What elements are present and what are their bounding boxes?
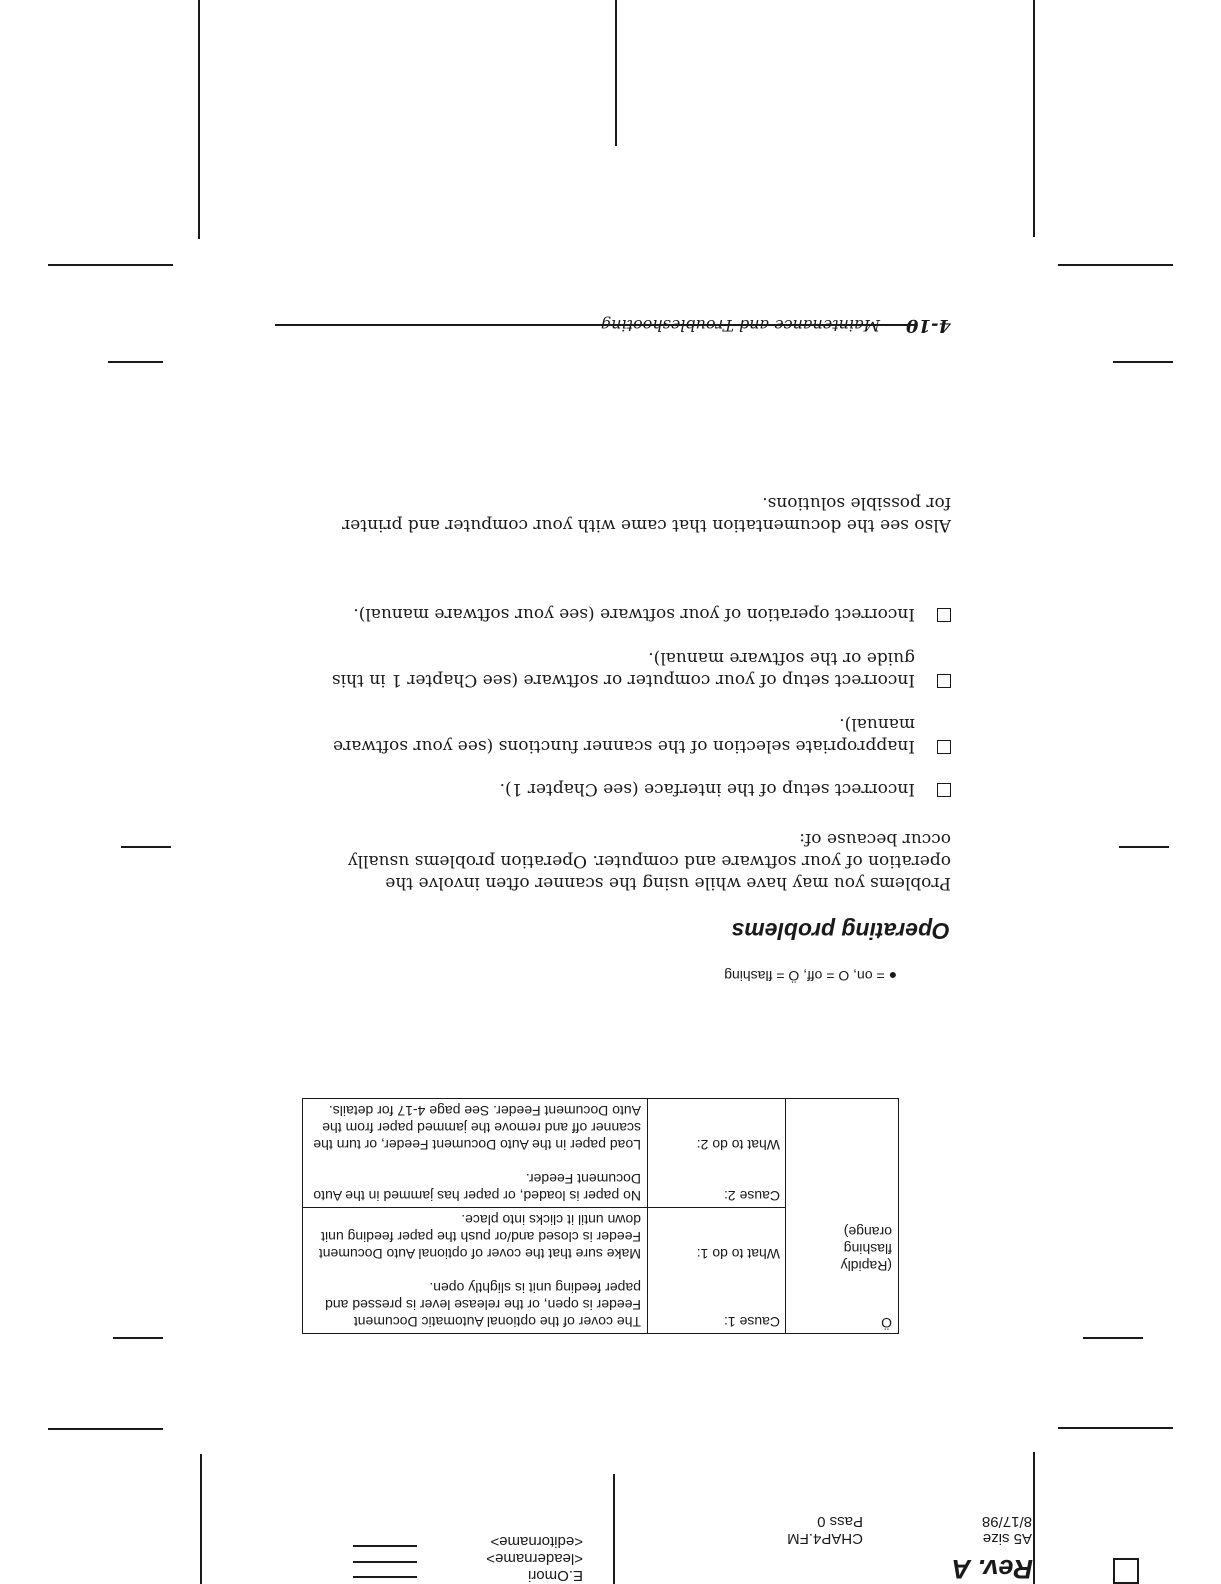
crop-mark [198,0,200,239]
crop-mark [1083,1338,1143,1340]
signature-line [353,1577,417,1579]
crop-mark [1058,1428,1173,1430]
indicator-cell [786,1099,899,1334]
crop-mark [1033,1452,1035,1584]
size-label: A5 size [982,1530,1032,1547]
page-number: 4-10 [905,315,951,336]
crop-mark [48,265,173,267]
action-text: Load paper in the Auto Document Feeder, or turn the scanner off and remove the jammed paper from the Auto Document Feeder. See page 4-17 for details. [313,1103,641,1153]
cause-row [303,1276,785,1333]
date-label: 8/17/98 [981,1513,1032,1530]
crop-mark [121,847,171,849]
crop-mark [615,0,617,146]
name-line: <editorname> [490,1533,583,1550]
action-text: Make sure that the cover of optional Auto Document Feeder is closed and/or push the paper feeding unit down until it clicks into place. [318,1212,641,1262]
crop-mark [1033,0,1035,237]
action-row [303,1208,785,1276]
flashing-indicator-icon: Ö [881,1315,892,1331]
indicator-legend: ● = on, O = off, Ö = flashing [724,968,897,984]
pass-label: Pass 0 [817,1513,863,1530]
crop-mark [1058,265,1173,267]
list-item [311,778,951,800]
names-block [486,1533,583,1584]
name-line: <leadername> [486,1550,583,1567]
action-label: What to do 1: [647,1208,785,1276]
action-label: What to do 2: [647,1099,785,1167]
signature-line [353,1562,417,1564]
cause-cell [303,1208,786,1334]
list-item [311,603,951,625]
cause-row [303,1167,785,1207]
file-label: CHAP4.FM [787,1530,863,1547]
crop-mark [113,1338,163,1340]
intro-paragraph: Problems you may have while using the scanner often involve the operation of your software and computer. Operation problems usually occur because of: [347,829,951,893]
signature-line [353,1546,417,1548]
action-row [303,1099,785,1167]
checkbox-icon [1113,1558,1139,1584]
checkbox-icon [937,608,951,622]
list-item [311,713,951,757]
crop-mark [200,1454,202,1584]
checkbox-icon [937,674,951,688]
running-head [311,315,951,336]
cause-text: The cover of the optional Automatic Document Feeder is open, or the release lever is pressed and paper feeding unit is slightly open. [325,1280,641,1330]
list-item-text: Incorrect setup of the interface (see Chapter 1). [499,779,915,799]
indicator-label: (Rapidly flashing orange) [840,1224,892,1274]
list-item-text: Inappropriate selection of the scanner functions (see your software manual). [333,714,915,756]
section-title: Operating problems [731,918,950,944]
crop-mark [108,362,163,364]
file-info [787,1513,863,1547]
cause-cell [303,1099,786,1208]
crop-mark [48,1429,163,1431]
cause-text: No paper is loaded, or paper has jammed in the Auto Document Feeder. [313,1171,641,1204]
crop-mark [1113,362,1173,364]
list-item [311,647,951,691]
sheet-info [982,1513,1032,1547]
crop-mark [1119,847,1169,849]
list-item-text: Incorrect setup of your computer or software (see Chapter 1 in this guide or the software manual). [331,648,915,690]
list-item-text: Incorrect operation of your software (see your software manual). [353,604,915,624]
cause-label: Cause 2: [647,1167,785,1207]
chapter-title: Maintenance and Troubleshooting [600,316,880,335]
cause-label: Cause 1: [647,1276,785,1333]
checkbox-icon [937,740,951,754]
revision-label: Rev. A [951,1554,1033,1584]
crop-mark [613,1474,615,1584]
table-row [303,1208,899,1334]
checkbox-icon [937,783,951,797]
closing-paragraph: Also see the documentation that came with your computer and printer for possible solutions. [342,493,951,535]
error-table [302,1098,899,1334]
name-line: E.Omori [527,1567,583,1584]
